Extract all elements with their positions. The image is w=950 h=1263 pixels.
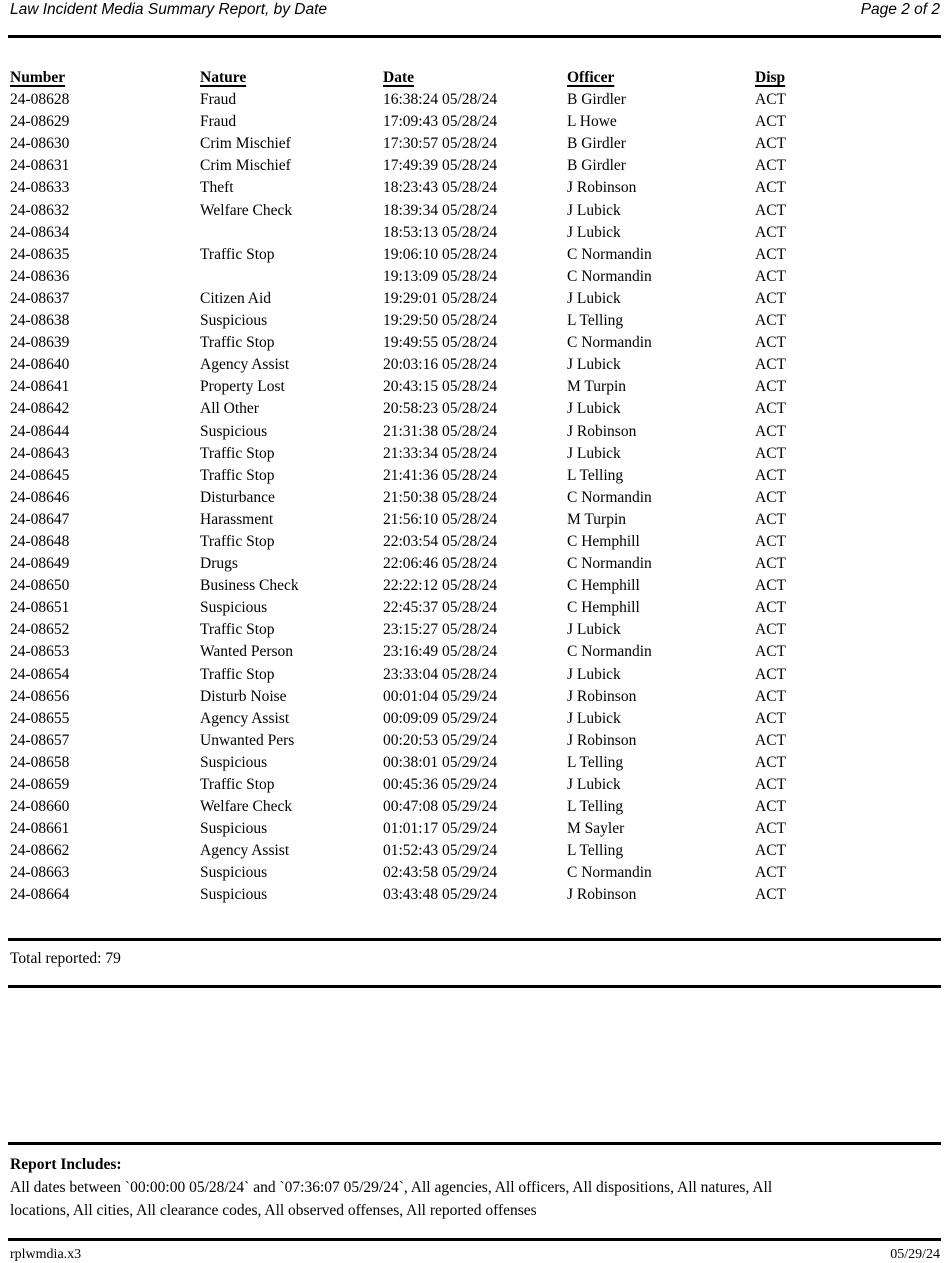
table-row	[10, 796, 940, 818]
cell-number: 24-08664	[10, 886, 70, 904]
cell-date: 21:41:36 05/28/24	[383, 466, 498, 484]
cell-officer: J Lubick	[567, 289, 621, 307]
cell-nature: Wanted Person	[200, 643, 294, 661]
cell-officer: J Robinson	[567, 886, 637, 904]
table-row	[10, 376, 940, 398]
cell-date: 17:30:57 05/28/24	[383, 135, 498, 153]
cell-number: 24-08660	[10, 798, 70, 816]
cell-number: 24-08630	[10, 135, 70, 153]
cell-date: 23:33:04 05/28/24	[383, 665, 498, 683]
footer-rule	[8, 1238, 941, 1241]
table-row	[10, 266, 940, 288]
cell-disp: ACT	[755, 599, 786, 617]
table-row	[10, 553, 940, 575]
cell-number: 24-08640	[10, 356, 70, 374]
cell-date: 00:45:36 05/29/24	[383, 776, 498, 793]
cell-number: 24-08632	[10, 201, 70, 219]
table-header-row	[10, 67, 940, 89]
cell-officer: B Girdler	[567, 91, 626, 109]
table-row	[10, 443, 940, 465]
cell-officer: L Telling	[567, 753, 624, 771]
cell-number: 24-08650	[10, 577, 70, 595]
cell-officer: L Telling	[567, 312, 624, 330]
cell-date: 19:06:10 05/28/24	[383, 245, 498, 263]
cell-officer: C Normandin	[567, 245, 652, 263]
cell-number: 24-08657	[10, 731, 70, 749]
cell-date: 21:56:10 05/28/24	[383, 510, 498, 528]
cell-officer: M Turpin	[567, 378, 627, 396]
table-row	[10, 664, 940, 686]
cell-officer: L Telling	[567, 466, 624, 484]
cell-disp: ACT	[755, 223, 786, 241]
cell-nature: Agency Assist	[200, 842, 290, 860]
cell-number: 24-08652	[10, 621, 70, 639]
cell-date: 00:38:01 05/29/24	[383, 753, 498, 771]
table-row	[10, 155, 940, 177]
table-row	[10, 619, 940, 641]
cell-disp: ACT	[755, 798, 786, 816]
cell-disp: ACT	[755, 157, 786, 175]
cell-officer: C Normandin	[567, 555, 652, 573]
table-row	[10, 774, 940, 796]
cell-number: 24-08649	[10, 555, 70, 573]
cell-officer: J Lubick	[567, 776, 621, 793]
table-row	[10, 111, 940, 133]
cell-disp: ACT	[755, 488, 786, 506]
cell-officer: J Lubick	[567, 223, 621, 241]
cell-disp: ACT	[755, 577, 786, 595]
cell-nature: Welfare Check	[200, 798, 293, 816]
table-row	[10, 288, 940, 310]
cell-number: 24-08639	[10, 334, 70, 352]
cell-date: 19:49:55 05/28/24	[383, 334, 498, 352]
cell-nature: Suspicious	[200, 312, 268, 330]
cell-disp: ACT	[755, 886, 786, 904]
cell-officer: J Lubick	[567, 444, 621, 462]
total-rule-bottom	[8, 985, 941, 988]
table-row	[10, 89, 940, 111]
cell-date: 03:43:48 05/29/24	[383, 886, 498, 904]
cell-disp: ACT	[755, 687, 786, 705]
cell-number: 24-08637	[10, 289, 70, 307]
cell-disp: ACT	[755, 643, 786, 661]
cell-nature: Disturb Noise	[200, 687, 287, 705]
report-includes-line1: All dates between `00:00:00 05/28/24` and `07:36:07 05/29/24`, All agencies, All officers, All dispositions, All natures, All	[10, 1179, 773, 1197]
page-footer	[10, 1246, 940, 1263]
cell-number: 24-08663	[10, 864, 70, 882]
cell-disp: ACT	[755, 532, 786, 550]
incident-table	[10, 67, 940, 907]
cell-number: 24-08646	[10, 488, 70, 506]
table-row	[10, 597, 940, 619]
cell-officer: C Normandin	[567, 267, 652, 285]
total-reported-value: 79	[105, 950, 121, 967]
cell-disp: ACT	[755, 378, 786, 396]
report-title: Law Incident Media Summary Report, by Date	[10, 1, 328, 18]
cell-date: 17:09:43 05/28/24	[383, 113, 498, 131]
cell-officer: B Girdler	[567, 135, 626, 153]
cell-nature: Suspicious	[200, 753, 268, 771]
cell-number: 24-08662	[10, 842, 70, 860]
cell-number: 24-08644	[10, 422, 70, 440]
cell-date: 18:53:13 05/28/24	[383, 223, 498, 241]
cell-disp: ACT	[755, 444, 786, 462]
cell-nature: Suspicious	[200, 820, 268, 838]
cell-officer: C Hemphill	[567, 532, 640, 550]
cell-nature: Traffic Stop	[200, 334, 275, 352]
table-row	[10, 641, 940, 663]
table-row	[10, 398, 940, 420]
cell-officer: C Hemphill	[567, 577, 640, 595]
cell-nature: Crim Mischief	[200, 135, 291, 153]
cell-date: 19:13:09 05/28/24	[383, 267, 498, 285]
column-header-disp: Disp	[755, 69, 786, 86]
cell-officer: C Normandin	[567, 643, 652, 661]
cell-number: 24-08629	[10, 113, 70, 131]
cell-disp: ACT	[755, 334, 786, 352]
cell-date: 20:58:23 05/28/24	[383, 400, 498, 418]
cell-date: 00:47:08 05/29/24	[383, 798, 498, 816]
table-row	[10, 487, 940, 509]
cell-officer: J Robinson	[567, 422, 637, 440]
cell-date: 18:23:43 05/28/24	[383, 179, 498, 197]
table-body	[10, 89, 940, 906]
page-header	[10, 1, 940, 19]
cell-date: 00:09:09 05/29/24	[383, 709, 498, 727]
cell-disp: ACT	[755, 555, 786, 573]
cell-nature	[200, 222, 383, 244]
table-row	[10, 133, 940, 155]
cell-nature: Traffic Stop	[200, 532, 275, 550]
cell-disp: ACT	[755, 356, 786, 374]
cell-date: 16:38:24 05/28/24	[383, 91, 498, 109]
table-row	[10, 840, 940, 862]
table-row	[10, 686, 940, 708]
cell-officer: L Telling	[567, 842, 624, 860]
cell-number: 24-08642	[10, 400, 70, 418]
cell-number: 24-08659	[10, 776, 70, 793]
cell-number: 24-08633	[10, 179, 70, 197]
cell-nature: Property Lost	[200, 378, 285, 396]
table-row	[10, 177, 940, 199]
column-header-number: Number	[10, 69, 66, 86]
cell-disp: ACT	[755, 400, 786, 418]
cell-number: 24-08634	[10, 223, 70, 241]
footer-date: 05/29/24	[890, 1247, 940, 1262]
cell-number: 24-08645	[10, 466, 70, 484]
cell-number: 24-08647	[10, 510, 70, 528]
cell-officer: M Sayler	[567, 820, 625, 838]
cell-disp: ACT	[755, 113, 786, 131]
cell-date: 22:45:37 05/28/24	[383, 599, 498, 617]
cell-nature: All Other	[200, 400, 259, 418]
footer-report-id: rplwmdia.x3	[10, 1247, 82, 1262]
column-header-officer: Officer	[567, 69, 615, 86]
table-row	[10, 818, 940, 840]
cell-date: 23:15:27 05/28/24	[383, 621, 498, 639]
cell-number: 24-08648	[10, 532, 70, 550]
cell-number: 24-08654	[10, 665, 70, 683]
cell-date: 22:06:46 05/28/24	[383, 555, 498, 573]
report-includes-section	[10, 1153, 938, 1223]
cell-officer: L Howe	[567, 113, 617, 131]
cell-date: 19:29:50 05/28/24	[383, 312, 498, 330]
cell-number: 24-08651	[10, 599, 70, 617]
cell-date: 21:50:38 05/28/24	[383, 488, 498, 506]
page-indicator: Page 2 of 2	[860, 1, 940, 18]
cell-number: 24-08631	[10, 157, 70, 175]
cell-officer: M Turpin	[567, 510, 627, 528]
cell-date: 00:20:53 05/29/24	[383, 731, 498, 749]
cell-nature: Suspicious	[200, 864, 268, 882]
cell-nature: Suspicious	[200, 886, 268, 904]
cell-officer: J Lubick	[567, 400, 621, 418]
cell-date: 17:49:39 05/28/24	[383, 157, 498, 175]
cell-nature: Traffic Stop	[200, 621, 275, 639]
table-row	[10, 244, 940, 266]
cell-disp: ACT	[755, 621, 786, 639]
cell-date: 19:29:01 05/28/24	[383, 289, 498, 307]
cell-number: 24-08653	[10, 643, 70, 661]
cell-nature: Disturbance	[200, 488, 275, 506]
cell-nature: Business Check	[200, 577, 299, 595]
cell-number: 24-08656	[10, 687, 70, 705]
cell-disp: ACT	[755, 510, 786, 528]
cell-nature: Agency Assist	[200, 356, 290, 374]
table-row	[10, 509, 940, 531]
cell-disp: ACT	[755, 201, 786, 219]
cell-officer: J Lubick	[567, 356, 621, 374]
cell-date: 22:22:12 05/28/24	[383, 577, 498, 595]
cell-nature: Unwanted Pers	[200, 731, 295, 749]
table-row	[10, 862, 940, 884]
cell-date: 20:03:16 05/28/24	[383, 356, 498, 374]
cell-disp: ACT	[755, 466, 786, 484]
cell-officer: B Girdler	[567, 157, 626, 175]
includes-rule	[8, 1142, 941, 1145]
cell-disp: ACT	[755, 753, 786, 771]
cell-officer: C Normandin	[567, 488, 652, 506]
total-rule-top	[8, 938, 941, 941]
cell-disp: ACT	[755, 289, 786, 307]
cell-nature: Suspicious	[200, 422, 268, 440]
cell-date: 22:03:54 05/28/24	[383, 532, 498, 550]
cell-officer: J Robinson	[567, 179, 637, 197]
cell-date: 01:52:43 05/29/24	[383, 842, 498, 860]
cell-officer: J Lubick	[567, 709, 621, 727]
cell-officer: J Lubick	[567, 665, 621, 683]
report-includes-heading: Report Includes:	[10, 1156, 122, 1173]
cell-date: 00:01:04 05/29/24	[383, 687, 498, 705]
cell-number: 24-08628	[10, 91, 70, 109]
cell-number: 24-08661	[10, 820, 70, 838]
table-row	[10, 222, 940, 244]
cell-nature: Traffic Stop	[200, 245, 275, 263]
cell-disp: ACT	[755, 820, 786, 838]
cell-officer: J Lubick	[567, 201, 621, 219]
table-row	[10, 752, 940, 774]
cell-officer: J Robinson	[567, 687, 637, 705]
total-reported-label: Total reported:	[10, 950, 102, 967]
table-row	[10, 708, 940, 730]
cell-officer: C Normandin	[567, 864, 652, 882]
cell-date: 02:43:58 05/29/24	[383, 864, 498, 882]
cell-number: 24-08641	[10, 378, 70, 396]
cell-disp: ACT	[755, 312, 786, 330]
table-row	[10, 354, 940, 376]
cell-date: 01:01:17 05/29/24	[383, 820, 498, 838]
cell-date: 18:39:34 05/28/24	[383, 201, 498, 219]
cell-disp: ACT	[755, 91, 786, 109]
cell-number: 24-08658	[10, 753, 70, 771]
cell-nature: Crim Mischief	[200, 157, 291, 175]
cell-disp: ACT	[755, 135, 786, 153]
cell-nature: Suspicious	[200, 599, 268, 617]
table-row	[10, 421, 940, 443]
cell-nature: Agency Assist	[200, 709, 290, 727]
table-row	[10, 884, 940, 906]
table-row	[10, 332, 940, 354]
cell-officer: J Lubick	[567, 621, 621, 639]
cell-nature	[200, 266, 383, 288]
cell-date: 20:43:15 05/28/24	[383, 378, 498, 396]
cell-nature: Harassment	[200, 510, 274, 528]
report-includes-line2: locations, All cities, All clearance codes, All observed offenses, All reported offenses	[10, 1202, 537, 1220]
cell-disp: ACT	[755, 864, 786, 882]
cell-disp: ACT	[755, 422, 786, 440]
table-row	[10, 730, 940, 752]
cell-nature: Traffic Stop	[200, 776, 275, 793]
cell-number: 24-08636	[10, 267, 70, 285]
cell-disp: ACT	[755, 731, 786, 749]
cell-number: 24-08638	[10, 312, 70, 330]
cell-nature: Traffic Stop	[200, 665, 275, 683]
cell-officer: L Telling	[567, 798, 624, 816]
cell-date: 23:16:49 05/28/24	[383, 643, 498, 661]
cell-nature: Traffic Stop	[200, 444, 275, 462]
table-row	[10, 575, 940, 597]
cell-date: 21:31:38 05/28/24	[383, 422, 498, 440]
header-rule	[8, 35, 941, 38]
cell-number: 24-08643	[10, 444, 70, 462]
column-header-date: Date	[383, 69, 414, 86]
cell-disp: ACT	[755, 776, 786, 793]
cell-number: 24-08655	[10, 709, 70, 727]
table-row	[10, 310, 940, 332]
cell-disp: ACT	[755, 245, 786, 263]
column-header-nature: Nature	[200, 69, 247, 86]
cell-nature: Traffic Stop	[200, 466, 275, 484]
cell-disp: ACT	[755, 665, 786, 683]
cell-date: 21:33:34 05/28/24	[383, 444, 498, 462]
cell-nature: Welfare Check	[200, 201, 293, 219]
table-row	[10, 200, 940, 222]
cell-officer: C Normandin	[567, 334, 652, 352]
cell-nature: Fraud	[200, 91, 237, 109]
cell-disp: ACT	[755, 179, 786, 197]
table-row	[10, 531, 940, 553]
cell-officer: J Robinson	[567, 731, 637, 749]
cell-nature: Citizen Aid	[200, 289, 272, 307]
cell-number: 24-08635	[10, 245, 70, 263]
cell-nature: Drugs	[200, 555, 238, 573]
cell-nature: Theft	[200, 179, 234, 197]
table-row	[10, 465, 940, 487]
cell-disp: ACT	[755, 267, 786, 285]
cell-officer: C Hemphill	[567, 599, 640, 617]
cell-disp: ACT	[755, 709, 786, 727]
cell-nature: Fraud	[200, 113, 237, 131]
cell-disp: ACT	[755, 842, 786, 860]
total-reported	[10, 948, 121, 970]
